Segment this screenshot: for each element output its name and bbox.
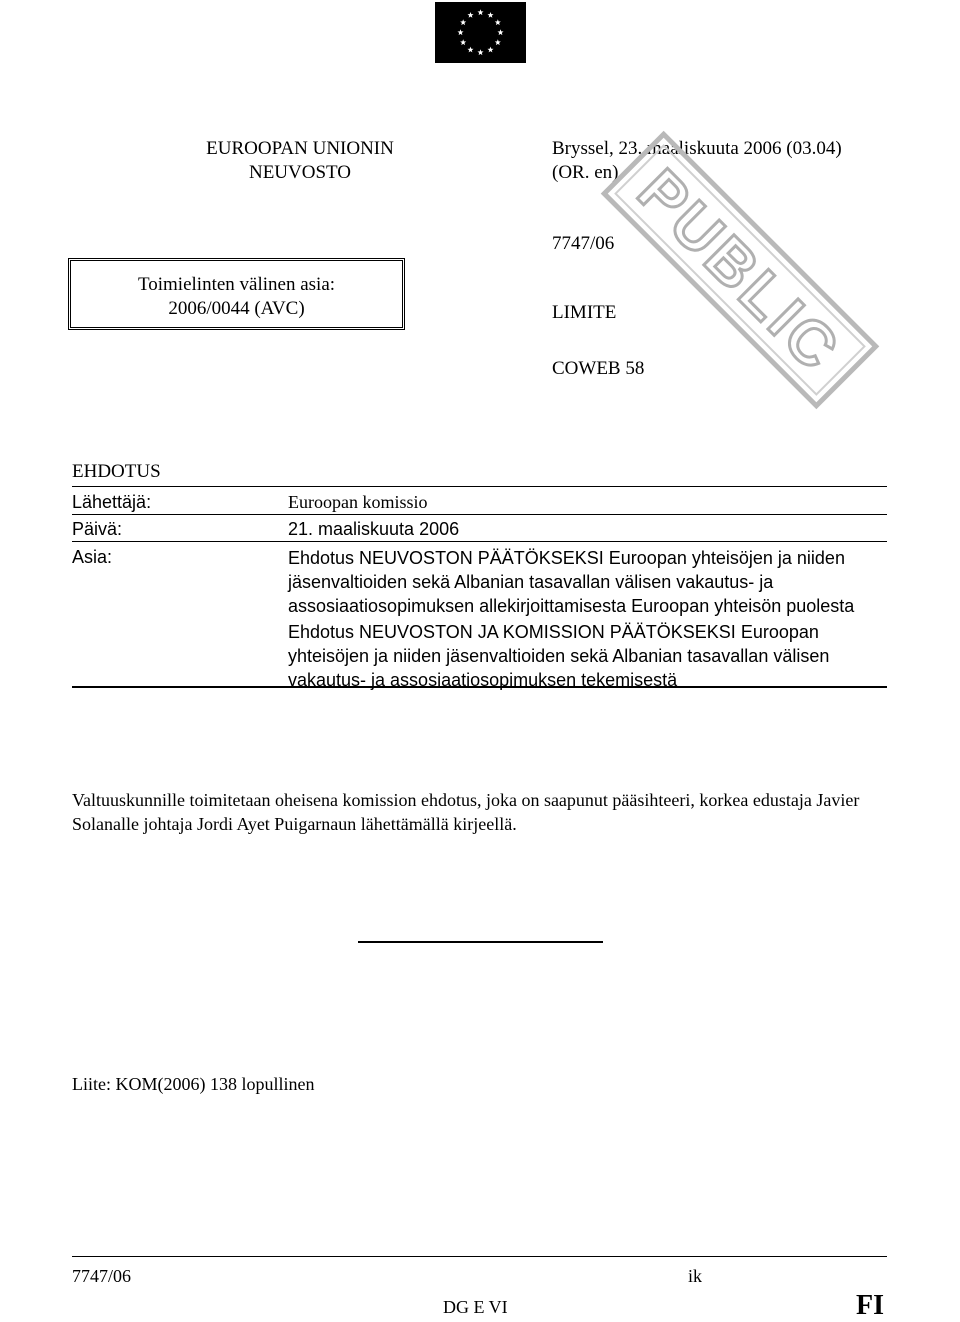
date-label: Päivä: — [72, 519, 123, 539]
date-line: Bryssel, 23. maaliskuuta 2006 (03.04) — [552, 138, 842, 159]
annex-reference: Liite: KOM(2006) 138 lopullinen — [72, 1074, 315, 1094]
council-line-1: EUROOPAN UNIONIN — [206, 138, 394, 159]
coweb-label: COWEB 58 — [552, 358, 645, 379]
date-rule — [72, 541, 887, 542]
council-line-2: NEUVOSTO — [248, 162, 352, 183]
subject-label: Asia: — [72, 547, 113, 567]
limite-label: LIMITE — [552, 302, 617, 323]
footer-initials: ik — [688, 1266, 703, 1286]
subject-rule — [72, 686, 887, 688]
interinstitutional-line-1: Toimielinten välinen asia: — [137, 274, 336, 295]
subject-item-1: Ehdotus NEUVOSTON PÄÄTÖKSEKSI Euroopan yhteisöjen ja niiden jäsenvaltioiden sekä Albanian tasavallan välisen vakautus- ja assosiaatiosopimuksen allekirjoittamisesta Euroopan yhteisön puolesta — [288, 548, 855, 616]
sender-label: Lähettäjä: — [72, 492, 152, 512]
footer-dg: DG E VI — [443, 1297, 508, 1317]
interinstitutional-line-2: 2006/0044 (AVC) — [168, 298, 305, 319]
sender-value: Euroopan komissio — [288, 492, 428, 512]
subject-block — [288, 546, 888, 692]
date-block — [552, 137, 842, 185]
date-value: 21. maaliskuuta 2006 — [288, 519, 460, 539]
original-language: (OR. en) — [552, 162, 619, 183]
body-paragraph: Valtuuskunnille toimitetaan oheisena komission ehdotus, joka on saapunut pääsihteeri, korkea edustaja Javier Solanalle johtaja Jordi Ayet Puigarnaun lähettämällä kirjeellä. — [72, 790, 860, 834]
footer-language-code: FI — [856, 1290, 884, 1321]
stamp-text: PUBLIC — [624, 156, 854, 386]
doc-number: 7747/06 — [552, 233, 615, 254]
heading-rule — [72, 486, 887, 487]
proposal-heading: EHDOTUS — [72, 461, 161, 482]
footer-doc-number: 7747/06 — [72, 1266, 132, 1286]
sender-rule — [72, 514, 887, 515]
council-name — [150, 137, 450, 185]
eu-flag-logo — [435, 2, 526, 63]
footer-rule — [72, 1256, 887, 1257]
signature-line — [358, 941, 603, 943]
subject-item-2: Ehdotus NEUVOSTON JA KOMISSION PÄÄTÖKSEKSI Euroopan yhteisöjen ja niiden jäsenvaltioiden sekä Albanian tasavallan välisen vakautus- ja assosiaatiosopimuksen tekemisestä — [288, 622, 830, 690]
interinstitutional-box — [68, 258, 405, 330]
